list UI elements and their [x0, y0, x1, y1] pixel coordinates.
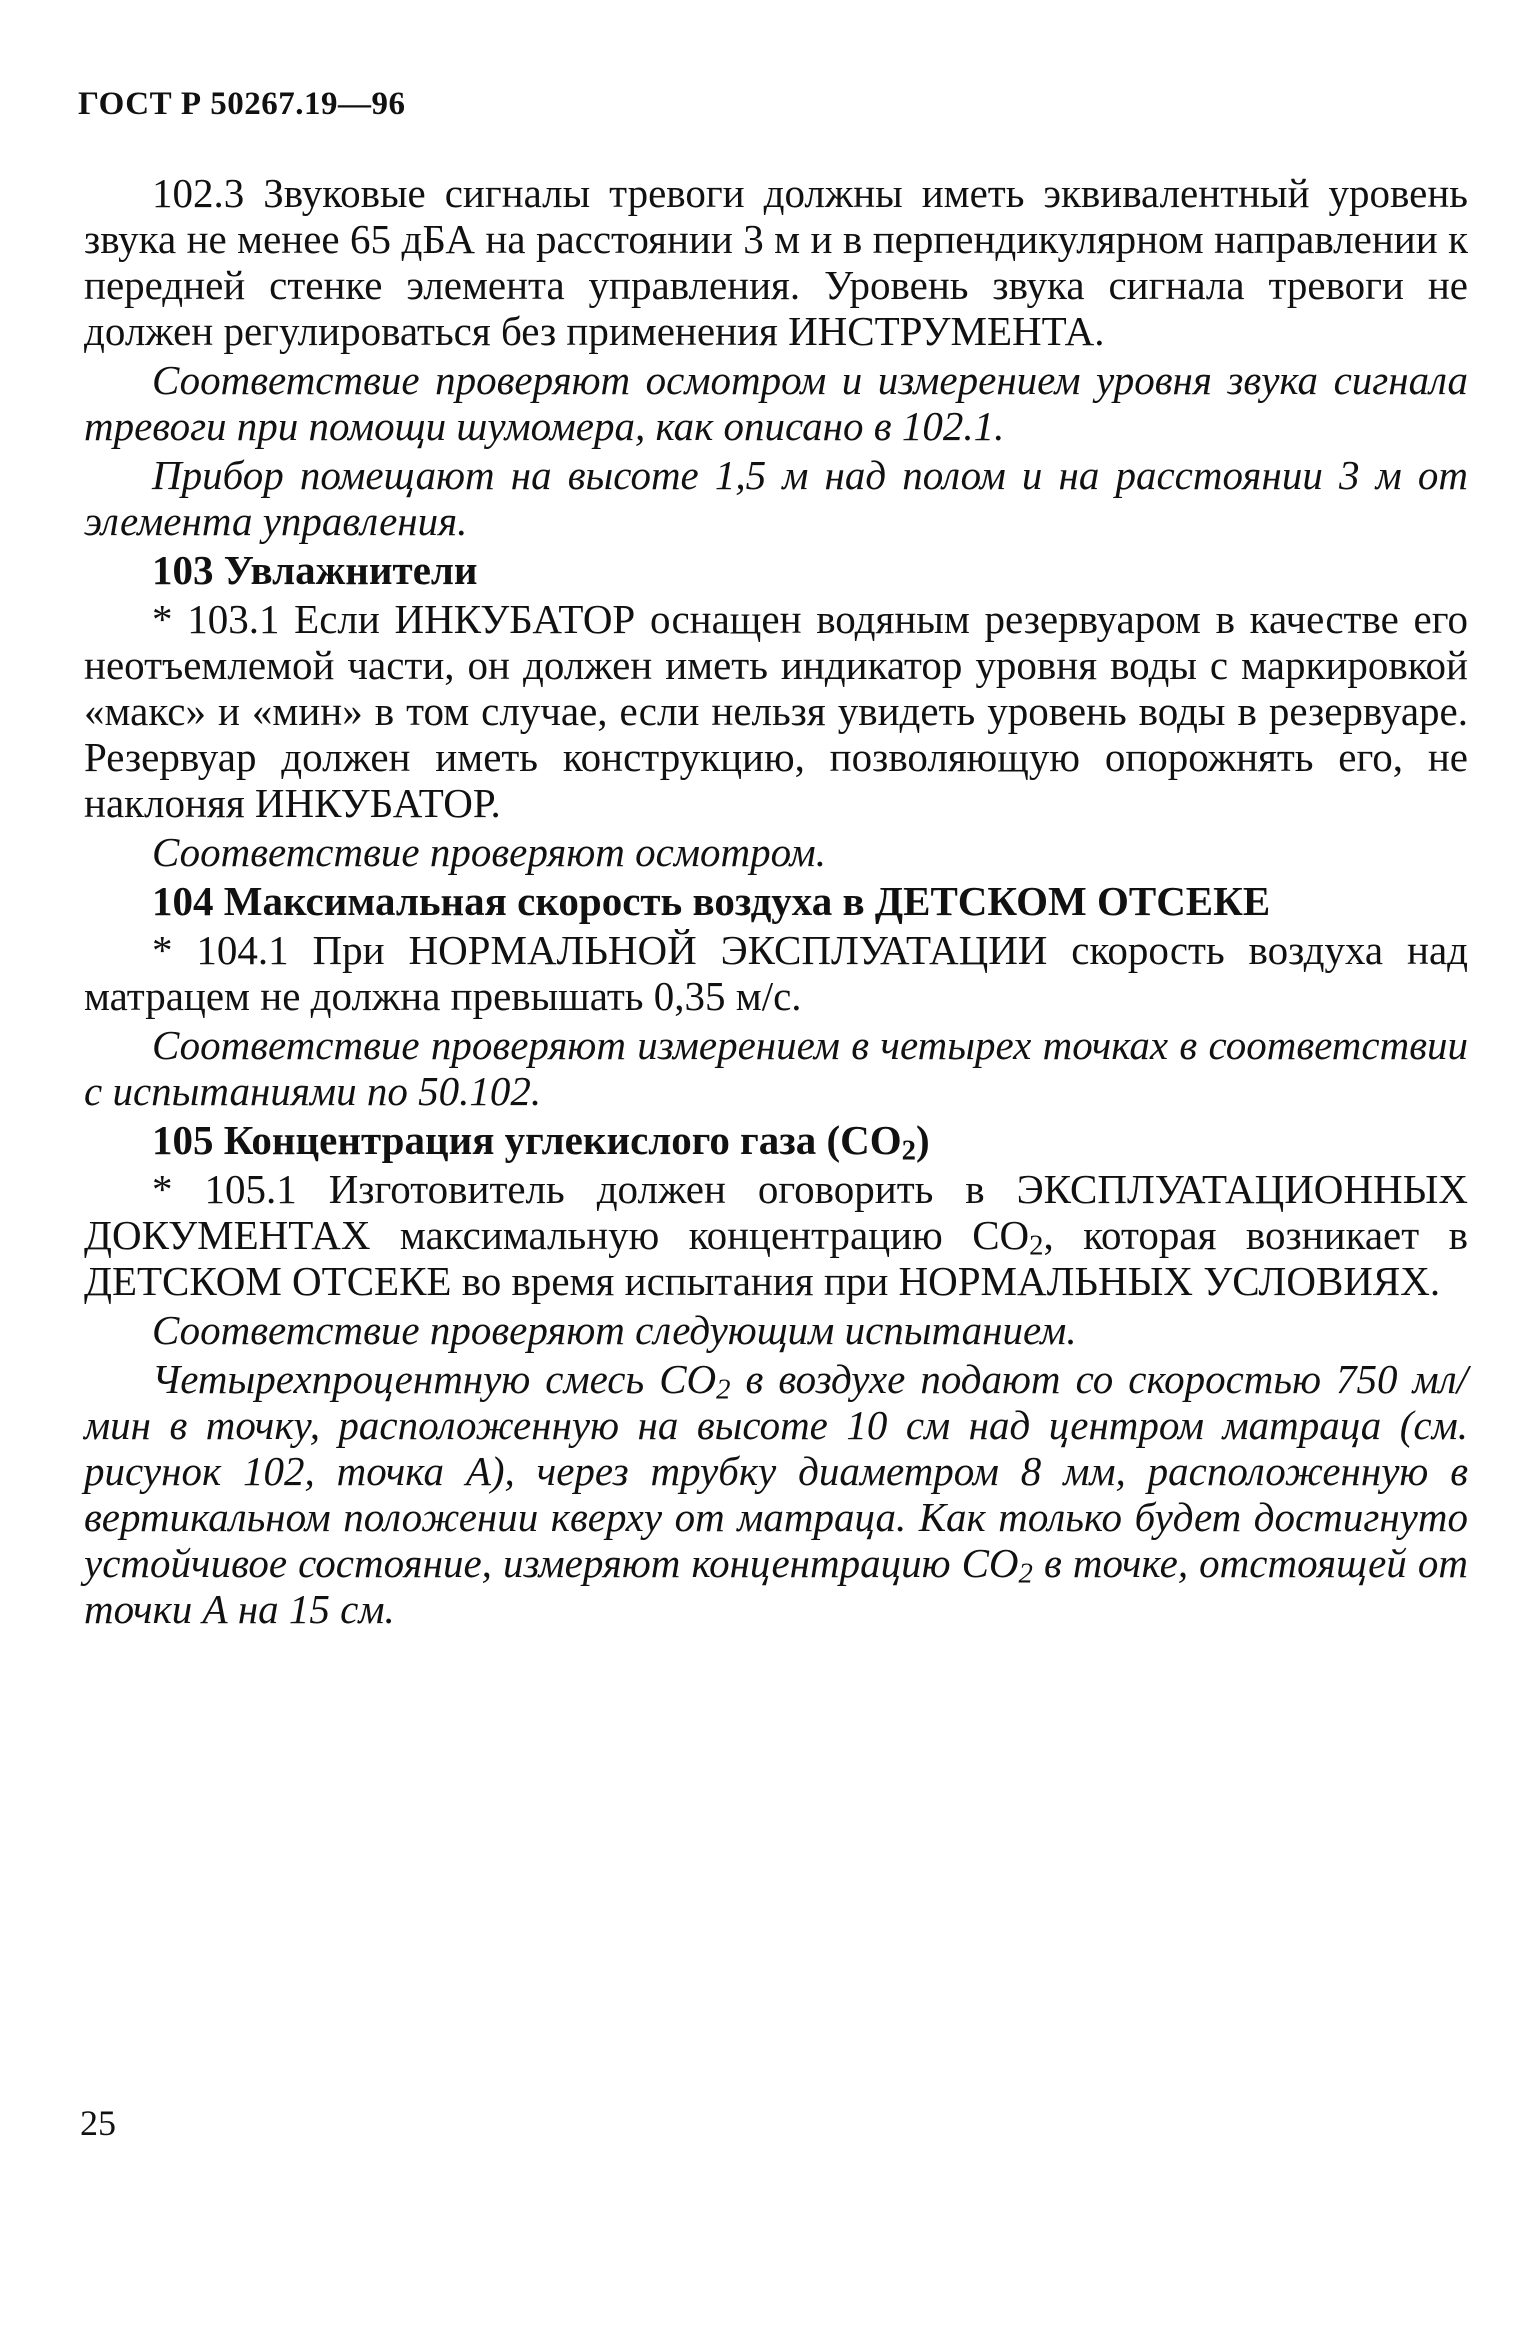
paragraph-103-1-compliance: Соответствие проверяют осмотром. — [152, 829, 826, 875]
paragraph-102-3-compliance: Соответствие проверяют осмотром и измерением уровня звука сигнала тревоги при помощи шумомера, как описано в 102.1. — [84, 357, 1468, 449]
paragraph-102-3: 102.3 Звуковые сигналы тревоги должны иметь эквивалентный уровень звука не менее 65 дБА на расстоянии 3 м и в перпендикулярном направлении к передней стенке элемента управления. Уровень звука сигнала тревоги не должен регулироваться без применения ИНСТРУМЕНТА. — [84, 170, 1468, 354]
paragraph-105-1-text: * 105.1 Изготовитель должен оговорить в ЭКСПЛУАТАЦИОННЫХ ДОКУМЕНТАХ максимальную концентрацию CO — [84, 1166, 1468, 1258]
method-subscript-1: 2 — [716, 1373, 731, 1406]
heading-105-subscript: 2 — [901, 1134, 916, 1167]
paragraph-105-1-compliance: Соответствие проверяют следующим испытанием. — [152, 1307, 1077, 1353]
heading-105-text-end: ) — [916, 1117, 930, 1163]
method-text-part2: в воздухе подают со скоростью 750 мл/мин в точку, расположенную на высоте 10 см над центром матраца (см. рисунок 102, точка А), через трубку диаметром 8 мм, расположенную в вертикальном положении кверху от матраца. Как только будет достигнуто устойчивое состояние, измеряют концентрацию CO — [84, 1356, 1468, 1586]
method-subscript-2: 2 — [1018, 1557, 1033, 1590]
paragraph-104-1: * 104.1 При НОРМАЛЬНОЙ ЭКСПЛУАТАЦИИ скорость воздуха над матрацем не должна превышать 0,35 м/с. — [84, 927, 1468, 1019]
paragraph-103-1: * 103.1 Если ИНКУБАТОР оснащен водяным резервуаром в качестве его неотъемлемой части, он должен иметь индикатор уровня воды с маркировкой «макс» и «мин» в том случае, если нельзя увидеть уровень воды в резервуаре. Резервуар должен иметь конструкцию, позволяющую опорожнять его, не наклоняя ИНКУБАТОР. — [84, 596, 1468, 826]
paragraph-105-1 — [84, 1166, 1468, 1304]
paragraph-105-1-text-end: , которая возникает в ДЕТСКОМ ОТСЕКЕ во время испытания при НОРМАЛЬНЫХ УСЛОВИЯХ. — [84, 1212, 1468, 1304]
paragraph-102-3-placement: Прибор помещают на высоте 1,5 м над полом и на расстоянии 3 м от элемента управления. — [84, 452, 1468, 544]
paragraph-105-1-method — [84, 1356, 1468, 1632]
document-body — [84, 170, 1468, 1635]
section-heading-105 — [84, 1117, 1468, 1167]
page-number: 25 — [80, 2103, 116, 2143]
method-text-part1: Четырехпроцентную смесь CO — [152, 1356, 717, 1402]
heading-105-text: 105 Концентрация углекислого газа (CO — [152, 1117, 902, 1163]
method-text-part3: в точке, отстоящей от точки А на 15 см. — [84, 1540, 1468, 1632]
paragraph-105-1-subscript: 2 — [1029, 1229, 1044, 1262]
paragraph-104-1-compliance: Соответствие проверяют измерением в четырех точках в соответствии с испытаниями по 50.102. — [84, 1022, 1468, 1114]
section-heading-103: 103 Увлажнители — [152, 547, 478, 593]
section-heading-104: 104 Максимальная скорость воздуха в ДЕТСКОМ ОТСЕКЕ — [152, 878, 1271, 924]
document-header: ГОСТ Р 50267.19—96 — [78, 86, 406, 122]
